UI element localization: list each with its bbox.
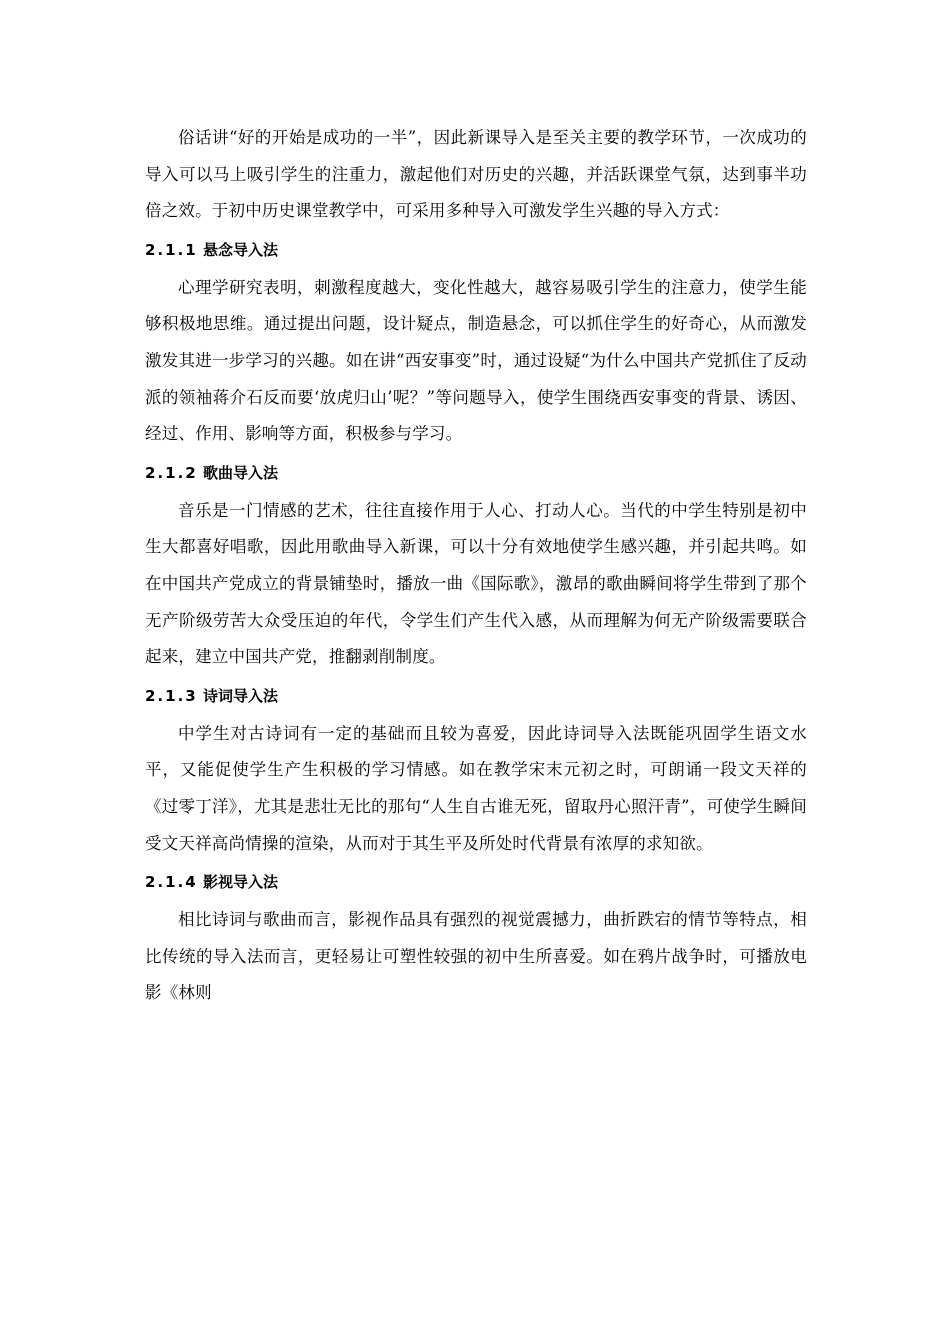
section-heading-2-1-4 <box>145 872 807 892</box>
section-title: 影视导入法 <box>203 873 279 892</box>
intro-paragraph: 俗话讲“好的开始是成功的一半”，因此新课导入是至关主要的教学环节，一次成功的导入可以马上吸引学生的注重力，激起他们对历史的兴趣，并活跃课堂气氛，达到事半功倍之效。于初中历史课堂教学中，可采用多种导入可激发学生兴趣的导入方式： <box>145 128 807 221</box>
section-paragraph-2-1-3: 中学生对古诗词有一定的基础而且较为喜爱，因此诗词导入法既能巩固学生语文水平，又能促使学生产生积极的学习情感。如在教学宋末元初之时，可朗诵一段文天祥的《过零丁洋》，尤其是悲壮无比的那句“人生自古谁无死，留取丹心照汗青”，可使学生瞬间受文天祥高尚情操的渲染，从而对于其生平及所处时代背景有浓厚的求知欲。 <box>145 723 807 853</box>
section-title: 悬念导入法 <box>203 240 279 259</box>
document-body <box>145 120 807 1012</box>
section-title: 歌曲导入法 <box>203 463 279 482</box>
section-paragraph-2-1-4: 相比诗词与歌曲而言，影视作品具有强烈的视觉震撼力，曲折跌宕的情节等特点，相比传统的导入法而言，更轻易让可塑性较强的初中生所喜爱。如在鸦片战争时，可播放电影《林则 <box>145 910 807 1003</box>
section-heading-2-1-1 <box>145 240 807 260</box>
section-heading-2-1-3 <box>145 686 807 706</box>
section-paragraph-2-1-2: 音乐是一门情感的艺术，往往直接作用于人心、打动人心。当代的中学生特别是初中生大都喜好唱歌，因此用歌曲导入新课，可以十分有效地使学生感兴趣，并引起共鸣。如在中国共产党成立的背景铺垫时，播放一曲《国际歌》，激昂的歌曲瞬间将学生带到了那个无产阶级劳苦大众受压迫的年代，令学生们产生代入感，从而理解为何无产阶级需要联合起来，建立中国共产党，推翻剥削制度。 <box>145 500 807 667</box>
section-number: 2.1.3 <box>145 686 198 705</box>
section-number: 2.1.1 <box>145 240 198 259</box>
section-title: 诗词导入法 <box>203 686 279 705</box>
section-paragraph-2-1-1: 心理学研究表明，刺激程度越大，变化性越大，越容易吸引学生的注意力，使学生能够积极地思维。通过提出问题，设计疑点，制造悬念，可以抓住学生的好奇心，从而激发激发其进一步学习的兴趣。如在讲“西安事变”时，通过设疑“为什么中国共产党抓住了反动派的领袖蒋介石反而要‘放虎归山’呢？”等问题导入，使学生围绕西安事变的背景、诱因、经过、作用、影响等方面，积极参与学习。 <box>145 277 807 444</box>
section-number: 2.1.2 <box>145 463 198 482</box>
section-heading-2-1-2 <box>145 463 807 483</box>
section-number: 2.1.4 <box>145 873 198 892</box>
